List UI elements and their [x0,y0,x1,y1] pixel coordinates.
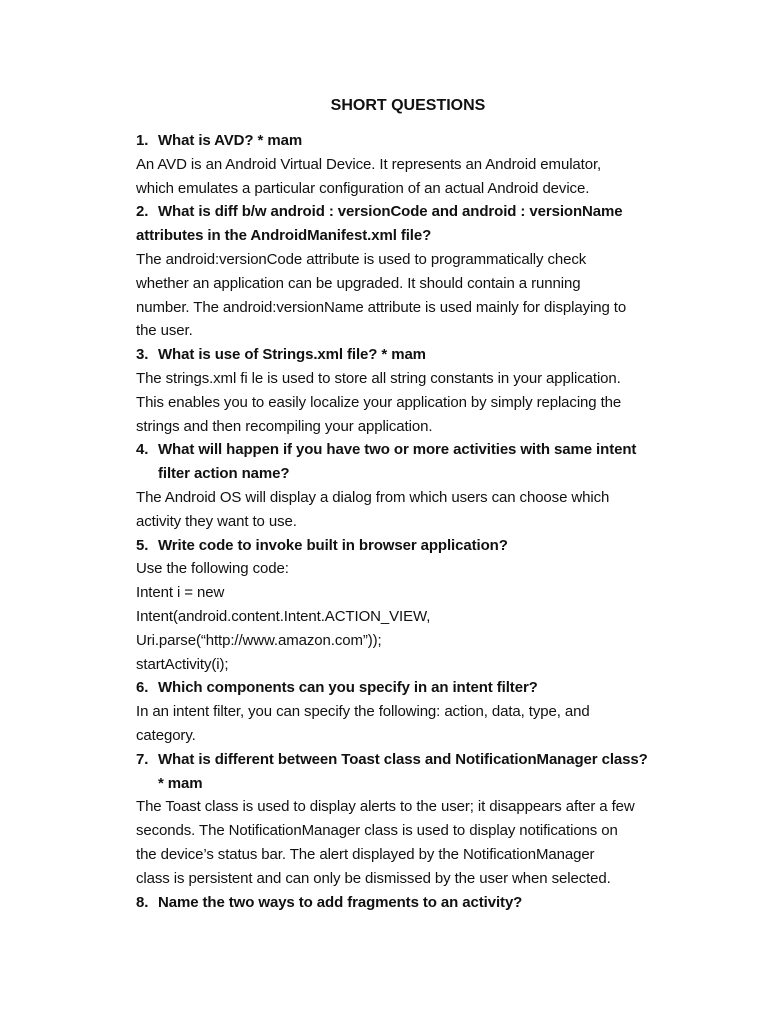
question-2-continued: attributes in the AndroidManifest.xml file? [136,227,432,245]
question-8 [136,891,696,915]
question-number: 5. [136,536,149,554]
question-4 [136,438,696,462]
question-7-continued: * mam [158,774,203,792]
question-3 [136,343,696,367]
answer-2-line: The android:versionCode attribute is used to programmatically check [136,250,587,268]
answer-4-line: The Android OS will display a dialog from which users can choose which [136,488,610,506]
question-6 [136,676,696,700]
question-7 [136,748,696,772]
answer-7-line: class is persistent and can only be dismissed by the user when selected. [136,869,611,887]
answer-7-line: the device’s status bar. The alert displayed by the NotificationManager [136,845,595,863]
question-text: Write code to invoke built in browser application? [158,536,508,554]
answer-1-line: An AVD is an Android Virtual Device. It represents an Android emulator, [136,155,602,173]
answer-3-line: This enables you to easily localize your application by simply replacing the [136,393,622,411]
question-number: 4. [136,441,149,459]
answer-4-line: activity they want to use. [136,512,297,530]
question-text: What is diff b/w android : versionCode and android : versionName [158,203,623,221]
answer-2-line: whether an application can be upgraded. It should contain a running [136,274,581,292]
question-text: What is AVD? * mam [158,132,303,149]
page-title: SHORT QUESTIONS [330,97,486,114]
question-number: 2. [136,203,149,221]
answer-3-line: The strings.xml fi le is used to store all string constants in your application. [136,369,621,387]
question-number: 6. [136,679,149,697]
code-line: startActivity(i); [136,655,229,673]
answer-6-line: category. [136,726,196,744]
answer-2-line: the user. [136,322,193,340]
answer-7-line: The Toast class is used to display alerts to the user; it disappears after a few [136,798,635,816]
question-text: What will happen if you have two or more activities with same intent [158,441,637,459]
question-5 [136,534,696,558]
question-text: Which components can you specify in an intent filter? [158,679,538,697]
document-content [136,94,696,914]
question-number: 8. [136,893,149,911]
code-line: Intent(android.content.Intent.ACTION_VIEW, [136,607,431,625]
question-number: 3. [136,346,149,364]
answer-3-line: strings and then recompiling your application. [136,417,433,435]
answer-5-line: Use the following code: [136,560,289,578]
answer-2-line: number. The android:versionName attribute is used mainly for displaying to [136,298,627,316]
answer-7-line: seconds. The NotificationManager class is used to display notifications on [136,822,618,840]
answer-1-line: which emulates a particular configuration of an actual Android device. [136,179,590,197]
question-4-continued: filter action name? [158,465,290,483]
question-1 [136,129,696,153]
code-line: Uri.parse(“http://www.amazon.com”)); [136,631,382,649]
question-text: Name the two ways to add fragments to an activity? [158,893,523,911]
question-2 [136,200,696,224]
question-number: 7. [136,750,149,768]
question-text: What is use of Strings.xml file? * mam [158,346,426,364]
question-text: What is different between Toast class and NotificationManager class? [158,750,648,768]
question-number: 1. [136,132,149,149]
code-line: Intent i = new [136,584,225,602]
answer-6-line: In an intent filter, you can specify the following: action, data, type, and [136,703,590,721]
